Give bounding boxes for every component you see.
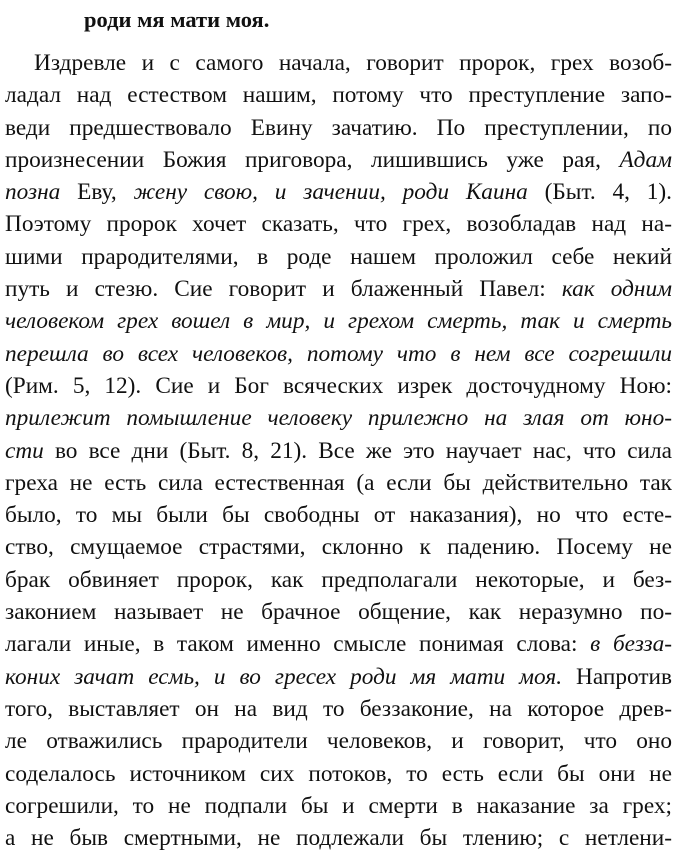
text-line bbox=[5, 596, 672, 628]
text-line bbox=[5, 531, 672, 563]
text-line bbox=[5, 79, 672, 111]
text-segment: Еву, bbox=[60, 179, 134, 206]
text-segment: соделалось источником сих потоков, то есть если бы они не bbox=[5, 760, 672, 787]
text-segment: лагали иные, в таком именно смысле понимая слова: bbox=[5, 631, 591, 658]
italic-quote-segment: жену свою, и зачении, роди Каина bbox=[133, 179, 528, 206]
text-line bbox=[5, 564, 672, 596]
text-segment: Поэтому пророк хочет сказать, что грех, возобладав над на- bbox=[5, 211, 672, 238]
italic-quote-segment: в безза- bbox=[590, 631, 672, 658]
text-line bbox=[5, 661, 672, 693]
italic-quote-segment: коних зачат есмь, и во гресех роди мя мати моя. bbox=[5, 663, 563, 690]
text-segment: (Быт. 4, 1). bbox=[527, 179, 672, 206]
text-line bbox=[5, 758, 672, 790]
italic-quote-segment: сти bbox=[5, 437, 44, 464]
text-segment: ство, смущаемое страстями, склонно к падению. Посему не bbox=[5, 534, 672, 561]
document-page bbox=[5, 0, 672, 854]
text-line bbox=[5, 435, 672, 467]
text-segment: (Рим. 5, 12). Сие и Бог всяческих изрек досточудному Ною: bbox=[5, 372, 672, 399]
text-segment: веди предшествовало Евину зачатию. По преступлении, по bbox=[5, 114, 672, 141]
text-segment: было, то мы были бы свободны от наказания), но что есте- bbox=[5, 502, 672, 529]
text-line bbox=[5, 822, 672, 854]
text-segment: греха не есть сила естественная (а если бы действительно так bbox=[5, 469, 672, 496]
text-line bbox=[5, 790, 672, 822]
italic-quote-segment: Адам bbox=[619, 146, 672, 173]
text-line bbox=[5, 208, 672, 240]
text-segment: а не быв смертными, не подлежали бы тлению; с нетлени- bbox=[5, 825, 672, 852]
italic-quote-segment: прилежит помышление человеку прилежно на злая от юно- bbox=[5, 405, 672, 432]
text-segment: того, выставляет он на вид то беззаконие, на которое древ- bbox=[5, 695, 672, 722]
text-line bbox=[5, 725, 672, 757]
text-segment: согрешили, то не подпали бы и смерти в наказание за грех; bbox=[5, 792, 672, 819]
text-segment: шими прародителями, в роде нашем проложил себе некий bbox=[5, 243, 672, 270]
italic-quote-segment: человеком грех вошел в мир, и грехом смерть, так и смерть bbox=[5, 308, 672, 335]
heading-text: роди мя мати моя. bbox=[84, 7, 270, 32]
text-line bbox=[5, 370, 672, 402]
italic-quote-segment: позна bbox=[5, 179, 61, 206]
text-line bbox=[5, 402, 672, 434]
text-line bbox=[5, 338, 672, 370]
text-segment: брак обвиняет пророк, как предполагали некоторые, и без- bbox=[5, 566, 672, 593]
italic-quote-segment: перешла во всех человеков, потому что в нем все согрешили bbox=[5, 340, 672, 367]
text-line bbox=[5, 144, 672, 176]
text-segment: произнесении Божия приговора, лишившись уже рая, bbox=[5, 146, 620, 173]
text-segment: путь и стезю. Сие говорит и блаженный Павел: bbox=[5, 276, 562, 303]
text-line bbox=[5, 273, 672, 305]
text-segment: Напротив bbox=[562, 663, 672, 690]
text-line bbox=[5, 499, 672, 531]
text-line bbox=[5, 628, 672, 660]
text-segment: ладал над естеством нашим, потому что преступление запо- bbox=[5, 82, 672, 109]
text-line bbox=[5, 112, 672, 144]
text-line bbox=[5, 305, 672, 337]
text-line bbox=[5, 693, 672, 725]
text-line bbox=[5, 176, 672, 208]
text-line bbox=[5, 47, 672, 79]
text-segment: Издревле и с самого начала, говорит пророк, грех возоб- bbox=[34, 50, 672, 76]
text-line bbox=[5, 467, 672, 499]
text-line bbox=[5, 241, 672, 273]
text-segment: законием называет не брачное общение, как неразумно по- bbox=[5, 599, 672, 626]
text-segment: во все дни (Быт. 8, 21). Все же это научает нас, что сила bbox=[43, 437, 672, 464]
italic-quote-segment: как одним bbox=[561, 276, 672, 303]
body-paragraph bbox=[5, 47, 672, 854]
text-segment: ле отважились прародители человеков, и говорит, что оно bbox=[5, 728, 672, 755]
